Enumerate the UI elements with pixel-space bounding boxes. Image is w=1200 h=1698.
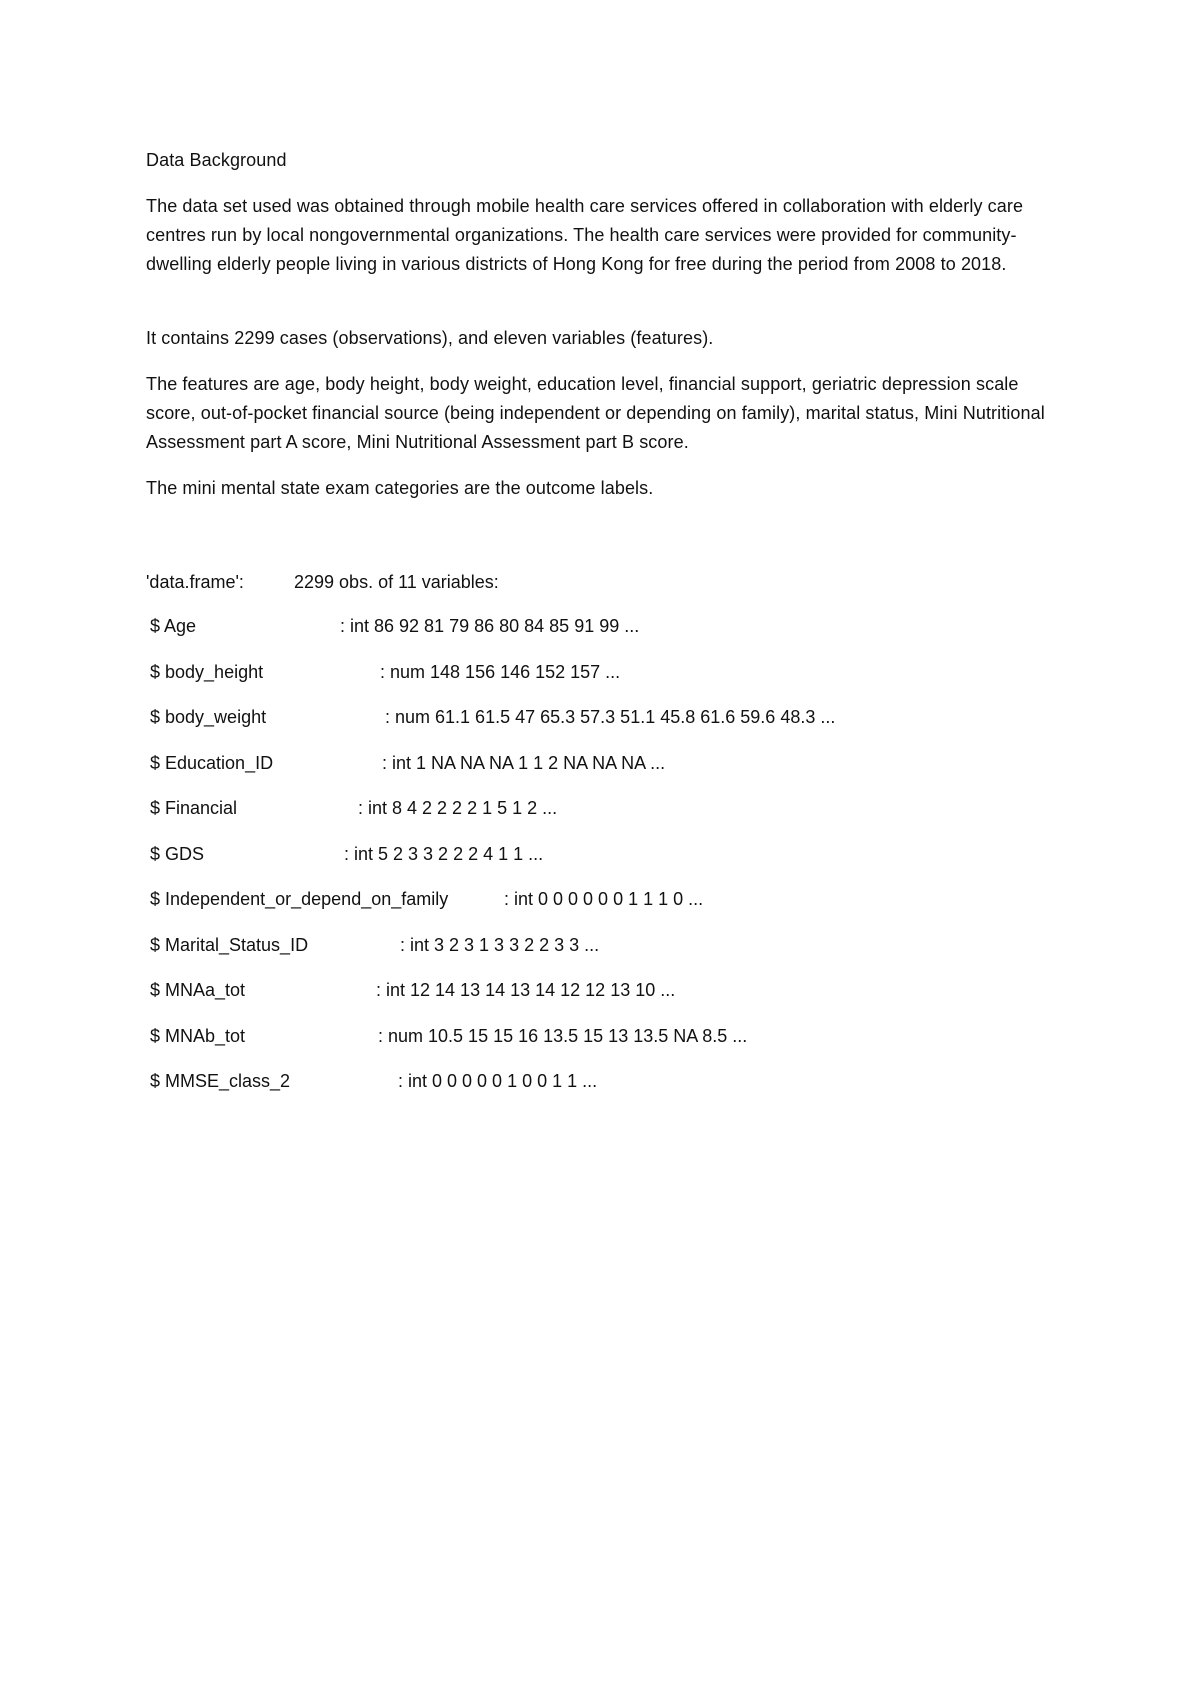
paragraph-outcome [146, 474, 1066, 503]
dataframe-header [146, 568, 499, 597]
variable-row [150, 1067, 1050, 1113]
variable-row [150, 1022, 1050, 1068]
variable-name: $ GDS [150, 843, 205, 864]
variable-name: $ Education_ID [150, 752, 274, 773]
variable-summary: : int 5 2 3 3 2 2 2 4 1 1 ... [344, 843, 544, 864]
paragraph-text: The data set used was obtained through mobile health care services offered in collaboration with elderly care centres run by local nongovernmental organizations. The health care services were provided for community-dwelling elderly people living in various districts of Hong Kong for free during the period from 2008 to 2018. [146, 196, 1024, 274]
variable-row [150, 658, 1050, 704]
variable-summary: : int 3 2 3 1 3 3 2 2 3 3 ... [400, 934, 600, 955]
paragraph-case-count [146, 324, 1066, 353]
paragraph-text: The mini mental state exam categories are the outcome labels. [146, 478, 654, 498]
variable-list [150, 612, 1050, 1113]
variable-name: $ Age [150, 616, 197, 636]
variable-name: $ MMSE_class_2 [150, 1071, 291, 1091]
paragraph-text: It contains 2299 cases (observations), and eleven variables (features). [146, 328, 714, 348]
variable-row [150, 931, 1050, 977]
variable-summary: : int 1 NA NA NA 1 1 2 NA NA NA ... [382, 752, 666, 773]
variable-summary: : num 148 156 146 152 157 ... [380, 661, 621, 682]
variable-row [150, 612, 1050, 658]
dataframe-summary: 2299 obs. of 11 variables: [294, 572, 499, 592]
variable-name: $ MNAa_tot [150, 980, 246, 1000]
variable-row [150, 840, 1050, 886]
variable-row [150, 794, 1050, 840]
variable-row [150, 749, 1050, 795]
variable-summary: : num 61.1 61.5 47 65.3 57.3 51.1 45.8 61.6 59.6 48.3 ... [385, 707, 836, 727]
variable-name: $ Financial [150, 798, 238, 818]
variable-summary: : num 10.5 15 15 16 13.5 15 13 13.5 NA 8.5 ... [378, 1025, 748, 1046]
variable-row [150, 976, 1050, 1022]
variable-summary: : int 8 4 2 2 2 2 1 5 1 2 ... [358, 798, 558, 818]
paragraph-data-source [146, 192, 1066, 279]
dataframe-label: 'data.frame': [146, 572, 244, 592]
variable-name: $ body_height [150, 661, 264, 682]
variable-name: $ MNAb_tot [150, 1025, 246, 1046]
variable-name: $ body_weight [150, 707, 267, 727]
variable-name: $ Marital_Status_ID [150, 934, 309, 955]
document-heading [146, 146, 1066, 175]
variable-summary: : int 86 92 81 79 86 80 84 85 91 99 ... [340, 616, 640, 636]
variable-name: $ Independent_or_depend_on_family [150, 889, 449, 909]
variable-summary: : int 0 0 0 0 0 0 1 1 1 0 ... [504, 889, 704, 909]
variable-summary: : int 0 0 0 0 0 1 0 0 1 1 ... [398, 1071, 598, 1091]
paragraph-features [146, 370, 1066, 457]
variable-row [150, 885, 1050, 931]
heading-text: Data Background [146, 150, 287, 170]
variable-summary: : int 12 14 13 14 13 14 12 12 13 10 ... [376, 980, 676, 1000]
variable-row [150, 703, 1050, 749]
paragraph-text: The features are age, body height, body weight, education level, financial support, geriatric depression scale score, out-of-pocket financial source (being independent or depending on family), marital status, Mini Nutritional Assessment part A score, Mini Nutritional Assessment part B score. [146, 374, 1045, 452]
